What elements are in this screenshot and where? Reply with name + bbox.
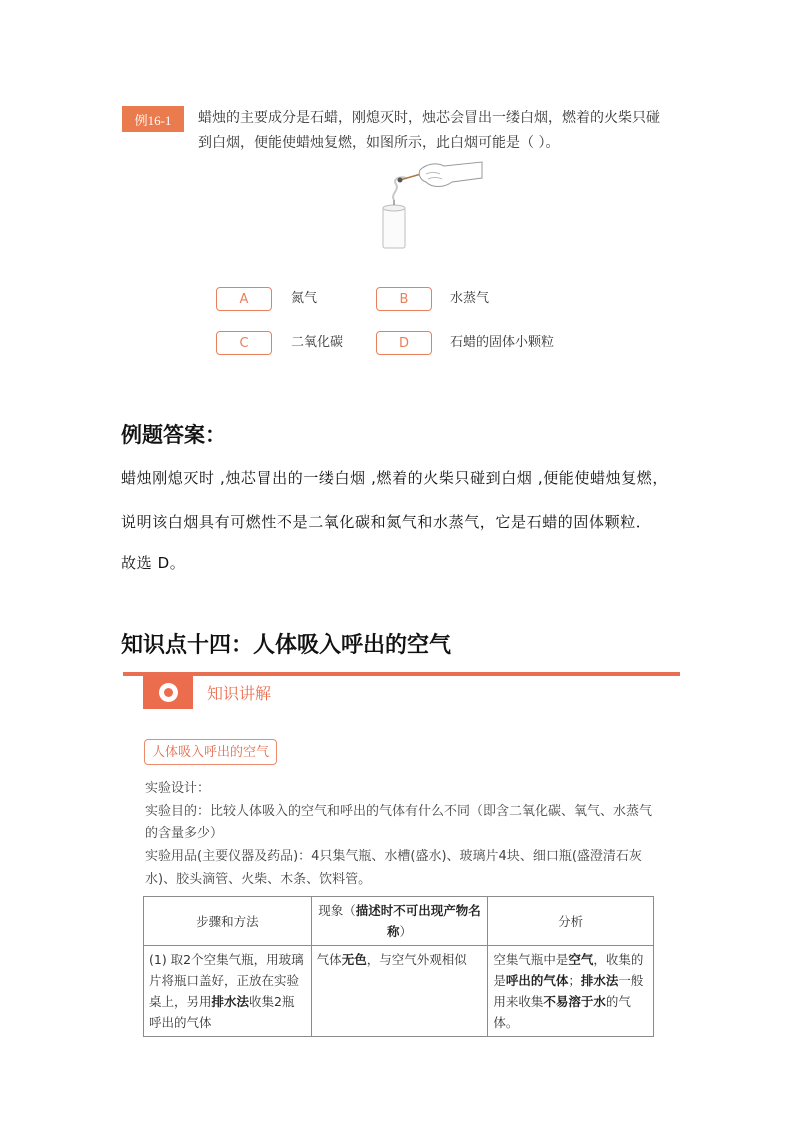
option-a-box[interactable]: A	[216, 287, 272, 311]
question-line-2: 到白烟，便能使蜡烛复燃，如图所示，此白烟可能是（ ）。	[198, 135, 560, 151]
experiment-table	[143, 896, 654, 1037]
row1-analysis	[488, 946, 654, 1037]
candle-illustration	[370, 158, 485, 250]
row1-an-2: 空气	[568, 952, 594, 967]
row1-steps	[144, 946, 312, 1037]
header-phen-post: ）	[399, 924, 412, 939]
example-badge: 例16-1	[122, 106, 184, 132]
row1-an-5: ；	[568, 973, 581, 988]
row1-an-8: 不易溶于水	[543, 994, 606, 1009]
row1-steps-post: 收集2瓶呼出的气体	[149, 994, 295, 1030]
knowledge-divider	[123, 672, 680, 676]
design-label: 实验设计：	[145, 781, 211, 796]
option-b-text: 水蒸气	[450, 291, 490, 306]
materials-line-2: 水)、胶头滴管、火柴、木条、饮料管。	[145, 872, 372, 887]
question-text	[198, 106, 668, 156]
table-header-row	[144, 897, 654, 946]
question-line-1: 蜡烛的主要成分是石蜡，刚熄灭时，烛芯会冒出一缕白烟，燃着的火柴只碰	[198, 110, 660, 126]
knowledge-subtitle: 人体吸入呼出的空气	[144, 739, 277, 765]
option-a-text: 氮气	[291, 291, 318, 306]
header-phen-bold: 描述时不可出现产物名称	[355, 903, 481, 939]
answer-line-3: 故选 D。	[121, 554, 186, 572]
heart-icon	[143, 676, 193, 709]
option-d-box[interactable]: D	[376, 331, 432, 355]
row1-an-1: 空集气瓶中是	[493, 952, 569, 967]
header-phen-pre: 现象（	[318, 903, 356, 918]
answer-heading: 例题答案：	[121, 422, 226, 447]
purpose-line-1: 实验目的：比较人体吸入的空气和呼出的气体有什么不同（即含二氧化碳、氧气、水蒸气	[145, 804, 653, 819]
materials-line-1: 实验用品(主要仪器及药品)：4只集气瓶、水槽(盛水)、玻璃片4块、细口瓶(盛澄清石灰	[145, 849, 642, 864]
section-heading: 知识点十四：人体吸入呼出的空气	[121, 632, 452, 658]
row1-steps-pre: (1) 取2个空集气瓶，用玻璃片将瓶口盖好，正放在实验桌上，另用	[149, 952, 304, 1009]
knowledge-title: 知识讲解	[207, 684, 272, 703]
row1-phen-bold: 无色	[341, 952, 367, 967]
header-steps: 步骤和方法	[144, 897, 312, 946]
header-analysis: 分析	[488, 897, 654, 946]
answer-line-2: 说明该白烟具有可燃性不是二氧化碳和氮气和水蒸气，它是石蜡的固体颗粒．	[121, 513, 652, 531]
row1-phen-post: ，与空气外观相似	[366, 952, 467, 967]
row1-an-9: 的气体。	[493, 994, 631, 1030]
row1-phenomenon	[311, 946, 488, 1037]
option-b-box[interactable]: B	[376, 287, 432, 311]
answer-line-1: 蜡烛刚熄灭时 ,烛芯冒出的一缕白烟 ,燃着的火柴只碰到白烟 ,便能使蜡烛复燃，	[121, 469, 669, 487]
row1-steps-bold: 排水法	[211, 994, 250, 1009]
option-d-text: 石蜡的固体小颗粒	[450, 335, 555, 350]
row1-phen-pre: 气体	[316, 952, 342, 967]
option-c-text: 二氧化碳	[291, 335, 344, 350]
row1-an-3: ，收集的是	[493, 952, 644, 988]
header-phenomenon	[311, 897, 488, 946]
purpose-line-2: 的含量多少）	[145, 826, 224, 841]
row1-an-4: 呼出的气体	[505, 973, 569, 988]
table-row	[144, 946, 654, 1037]
option-c-box[interactable]: C	[216, 331, 272, 355]
row1-an-6: 排水法	[580, 973, 619, 988]
row1-an-7: 一般用来收集	[493, 973, 644, 1009]
